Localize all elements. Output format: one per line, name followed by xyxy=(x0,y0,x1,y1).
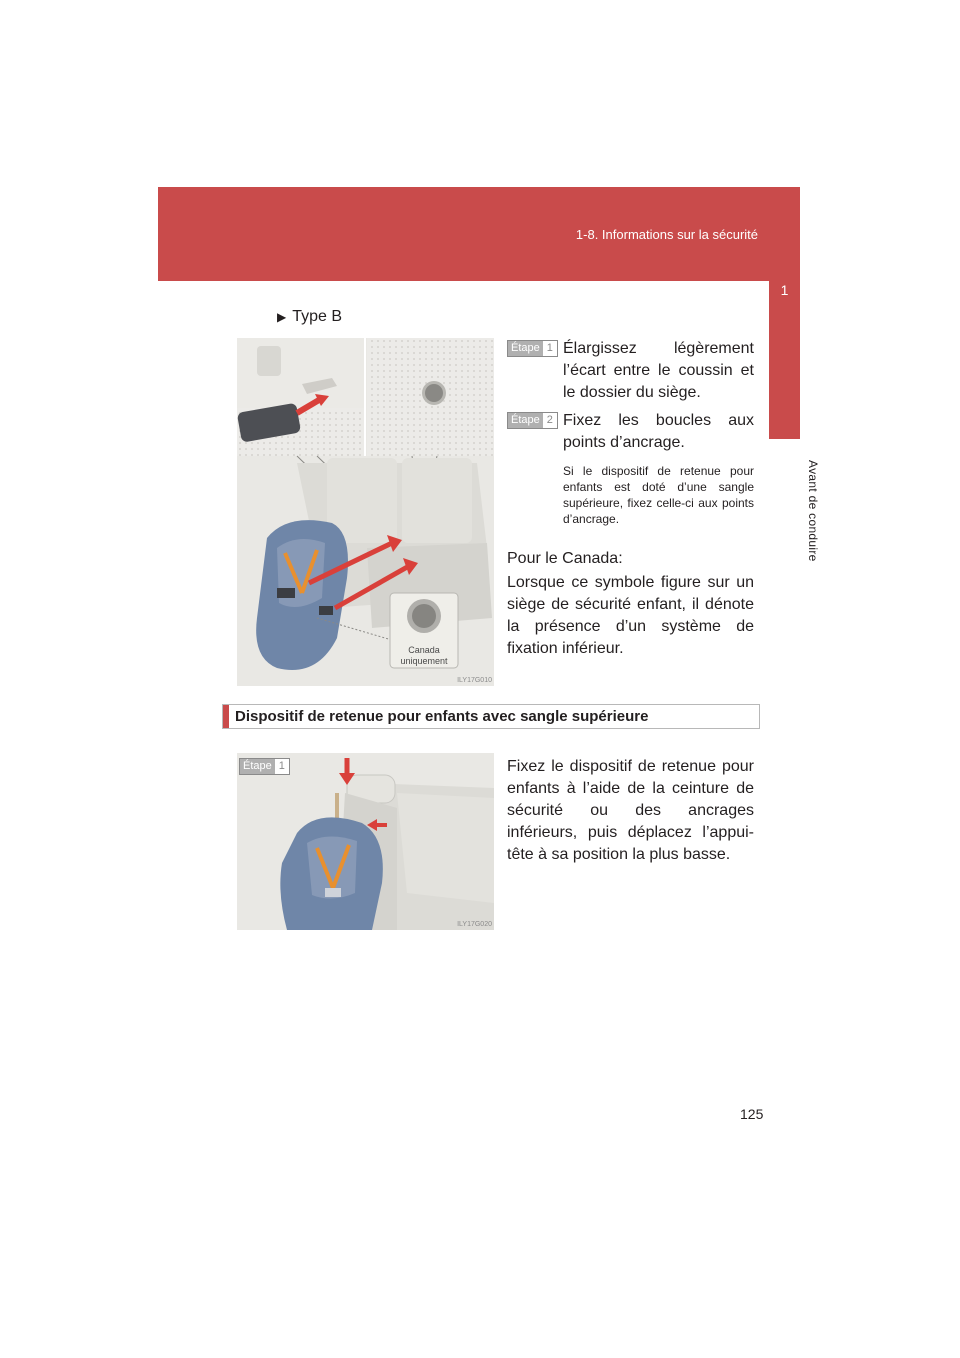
tether-note: Si le dispositif de retenue pour enfants est doté d’une sangle supérieure, fixez celle-ci aux points d’ancrage. xyxy=(563,464,754,526)
section-heading xyxy=(222,704,760,729)
canada-text: Lorsque ce symbole figure sur un siège de sécurité enfant, il dénote la présence d’un système de fixation inférieur. xyxy=(507,574,754,657)
chapter-header xyxy=(158,187,800,281)
step-badge: Étape 2 xyxy=(507,412,558,429)
figure-code: ILY17G010 xyxy=(457,677,492,684)
section-accent xyxy=(223,705,229,728)
headrest-illustration xyxy=(237,753,494,930)
step-1 xyxy=(507,338,754,404)
isofix-illustration xyxy=(237,338,494,686)
chapter-tab xyxy=(769,187,800,439)
page-number: 125 xyxy=(740,1106,764,1122)
header-title: 1-8. Informations sur la sécurité xyxy=(575,227,758,242)
figure-headrest xyxy=(237,753,494,930)
callout-label-2: uniquement xyxy=(400,656,448,666)
type-label xyxy=(277,308,342,326)
step-text: Élargissez légèrement l’écart entre le coussin et le dossier du siège. xyxy=(563,340,754,401)
chapter-label: Avant de conduire xyxy=(806,460,820,562)
callout-label-1: Canada xyxy=(408,645,440,655)
type-label-text: Type B xyxy=(292,308,343,325)
figure-isofix-anchor xyxy=(237,338,494,686)
triangle-bullet-icon: ▶ xyxy=(277,310,287,324)
canada-heading: Pour le Canada: xyxy=(507,550,623,567)
step-badge: Étape 1 xyxy=(507,340,558,357)
chapter-number: 1 xyxy=(780,282,789,298)
step-text: Fixez les boucles aux points d’ancrage. xyxy=(563,412,754,451)
step-2 xyxy=(507,410,754,454)
section-title: Dispositif de retenue pour enfants avec sangle supérieure xyxy=(235,708,649,725)
figure-code: ILY17G020 xyxy=(457,921,492,928)
step-badge: Étape 1 xyxy=(239,758,290,775)
step-bottom-text: Fixez le dispositif de retenue pour enfants à l’aide de la ceinture de sécurité ou des ancrages inférieurs, puis déplacez l’appui-tête à sa position la plus basse. xyxy=(507,758,754,863)
